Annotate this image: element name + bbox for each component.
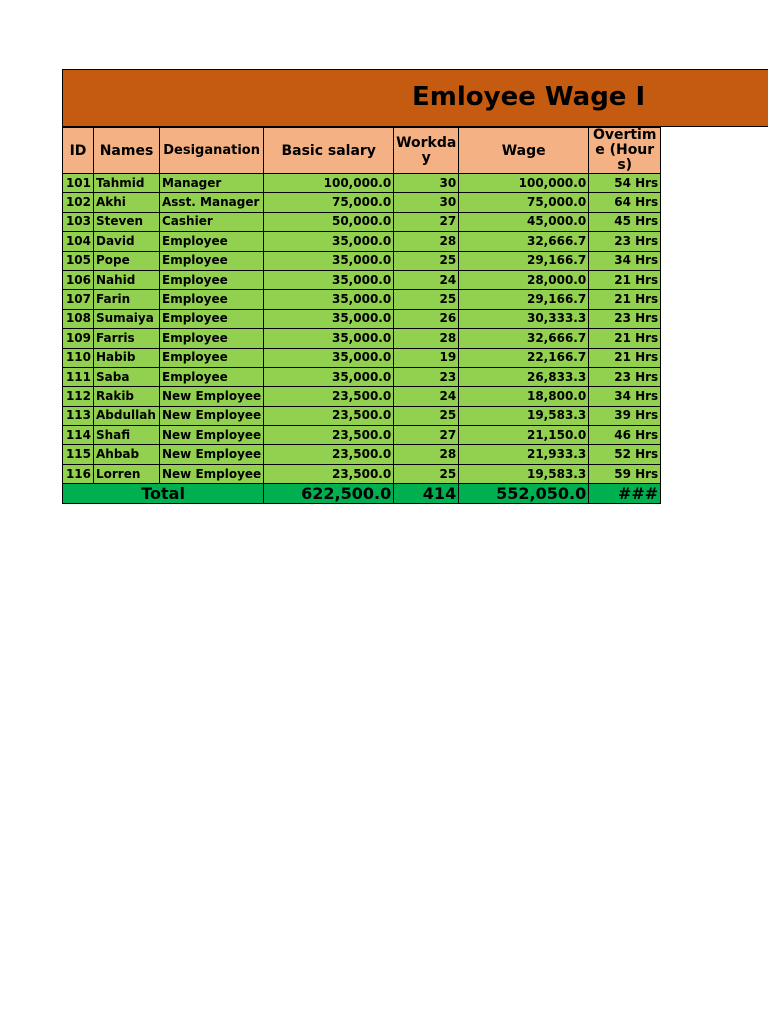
cell-workday[interactable]: 26 <box>394 309 459 328</box>
table-row <box>63 193 661 212</box>
cell-designation[interactable]: New Employee <box>160 426 264 445</box>
cell-basic-salary[interactable]: 23,500.0 <box>264 387 394 406</box>
table-body <box>63 174 661 484</box>
header-designation[interactable]: Desiganation <box>160 128 264 174</box>
cell-overtime[interactable]: 59 Hrs <box>589 464 661 483</box>
header-names[interactable]: Names <box>94 128 160 174</box>
cell-workday[interactable]: 28 <box>394 232 459 251</box>
table-row <box>63 232 661 251</box>
cell-name[interactable]: Tahmid <box>94 174 160 193</box>
totals-wage[interactable]: 552,050.0 <box>459 484 589 504</box>
header-wage[interactable]: Wage <box>459 128 589 174</box>
header-overtime[interactable]: Overtime (Hours) <box>589 128 661 174</box>
cell-id[interactable]: 113 <box>63 406 94 425</box>
cell-basic-salary[interactable]: 35,000.0 <box>264 251 394 270</box>
cell-overtime[interactable]: 23 Hrs <box>589 367 661 386</box>
cell-name[interactable]: Ahbab <box>94 445 160 464</box>
sheet-title: Emloyee Wage I <box>412 82 646 112</box>
cell-id[interactable]: 115 <box>63 445 94 464</box>
table-row <box>63 270 661 289</box>
cell-name[interactable]: Lorren <box>94 464 160 483</box>
cell-basic-salary[interactable]: 35,000.0 <box>264 329 394 348</box>
cell-designation[interactable]: Employee <box>160 270 264 289</box>
cell-basic-salary[interactable]: 35,000.0 <box>264 232 394 251</box>
cell-designation[interactable]: Employee <box>160 367 264 386</box>
table-row <box>63 251 661 270</box>
cell-workday[interactable]: 28 <box>394 329 459 348</box>
cell-id[interactable]: 103 <box>63 212 94 231</box>
cell-workday[interactable]: 27 <box>394 212 459 231</box>
cell-basic-salary[interactable]: 23,500.0 <box>264 406 394 425</box>
cell-id[interactable]: 107 <box>63 290 94 309</box>
cell-id[interactable]: 108 <box>63 309 94 328</box>
table-row <box>63 464 661 483</box>
cell-basic-salary[interactable]: 50,000.0 <box>264 212 394 231</box>
cell-designation[interactable]: New Employee <box>160 464 264 483</box>
wage-table <box>62 127 661 504</box>
totals-label[interactable]: Total <box>63 484 264 504</box>
cell-designation[interactable]: Employee <box>160 232 264 251</box>
cell-id[interactable]: 111 <box>63 367 94 386</box>
cell-wage[interactable]: 32,666.7 <box>459 329 589 348</box>
cell-designation[interactable]: Employee <box>160 348 264 367</box>
cell-designation[interactable]: New Employee <box>160 445 264 464</box>
cell-name[interactable]: Nahid <box>94 270 160 289</box>
cell-designation[interactable]: Cashier <box>160 212 264 231</box>
cell-basic-salary[interactable]: 23,500.0 <box>264 426 394 445</box>
cell-id[interactable]: 101 <box>63 174 94 193</box>
cell-workday[interactable]: 28 <box>394 445 459 464</box>
table-row <box>63 212 661 231</box>
totals-workday[interactable]: 414 <box>394 484 459 504</box>
table-row <box>63 329 661 348</box>
cell-wage[interactable]: 32,666.7 <box>459 232 589 251</box>
cell-wage[interactable]: 18,800.0 <box>459 387 589 406</box>
cell-workday[interactable]: 19 <box>394 348 459 367</box>
cell-basic-salary[interactable]: 23,500.0 <box>264 445 394 464</box>
table-row <box>63 445 661 464</box>
cell-name[interactable]: Sumaiya <box>94 309 160 328</box>
cell-wage[interactable]: 19,583.3 <box>459 464 589 483</box>
cell-wage[interactable]: 21,150.0 <box>459 426 589 445</box>
totals-basic[interactable]: 622,500.0 <box>264 484 394 504</box>
cell-workday[interactable]: 24 <box>394 387 459 406</box>
cell-overtime[interactable]: 23 Hrs <box>589 232 661 251</box>
table-row <box>63 426 661 445</box>
cell-workday[interactable]: 25 <box>394 290 459 309</box>
cell-overtime[interactable]: 34 Hrs <box>589 251 661 270</box>
cell-overtime[interactable]: 39 Hrs <box>589 406 661 425</box>
cell-basic-salary[interactable]: 35,000.0 <box>264 309 394 328</box>
cell-workday[interactable]: 23 <box>394 367 459 386</box>
cell-overtime[interactable]: 45 Hrs <box>589 212 661 231</box>
cell-designation[interactable]: Employee <box>160 309 264 328</box>
cell-id[interactable]: 114 <box>63 426 94 445</box>
cell-designation[interactable]: New Employee <box>160 406 264 425</box>
cell-name[interactable]: Rakib <box>94 387 160 406</box>
cell-overtime[interactable]: 34 Hrs <box>589 387 661 406</box>
cell-id[interactable]: 109 <box>63 329 94 348</box>
cell-workday[interactable]: 24 <box>394 270 459 289</box>
cell-wage[interactable]: 21,933.3 <box>459 445 589 464</box>
cell-basic-salary[interactable]: 35,000.0 <box>264 348 394 367</box>
cell-id[interactable]: 112 <box>63 387 94 406</box>
cell-wage[interactable]: 30,333.3 <box>459 309 589 328</box>
cell-workday[interactable]: 30 <box>394 174 459 193</box>
cell-basic-salary[interactable]: 35,000.0 <box>264 290 394 309</box>
cell-basic-salary[interactable]: 35,000.0 <box>264 270 394 289</box>
cell-id[interactable]: 104 <box>63 232 94 251</box>
totals-overtime[interactable]: ### <box>589 484 661 504</box>
cell-wage[interactable]: 29,166.7 <box>459 290 589 309</box>
cell-workday[interactable]: 25 <box>394 251 459 270</box>
cell-name[interactable]: David <box>94 232 160 251</box>
cell-id[interactable]: 116 <box>63 464 94 483</box>
cell-wage[interactable]: 22,166.7 <box>459 348 589 367</box>
table-row <box>63 406 661 425</box>
cell-wage[interactable]: 29,166.7 <box>459 251 589 270</box>
cell-name[interactable]: Habib <box>94 348 160 367</box>
cell-basic-salary[interactable]: 35,000.0 <box>264 367 394 386</box>
cell-workday[interactable]: 25 <box>394 464 459 483</box>
header-basic-salary[interactable]: Basic salary <box>264 128 394 174</box>
table-row <box>63 290 661 309</box>
table-row <box>63 348 661 367</box>
cell-id[interactable]: 110 <box>63 348 94 367</box>
cell-wage[interactable]: 26,833.3 <box>459 367 589 386</box>
cell-name[interactable]: Pope <box>94 251 160 270</box>
cell-workday[interactable]: 25 <box>394 406 459 425</box>
cell-overtime[interactable]: 21 Hrs <box>589 290 661 309</box>
cell-name[interactable]: Steven <box>94 212 160 231</box>
table-row <box>63 174 661 193</box>
header-workday[interactable]: Workday <box>394 128 459 174</box>
cell-overtime[interactable]: 54 Hrs <box>589 174 661 193</box>
cell-name[interactable]: Farin <box>94 290 160 309</box>
table-row <box>63 309 661 328</box>
cell-wage[interactable]: 19,583.3 <box>459 406 589 425</box>
cell-id[interactable]: 102 <box>63 193 94 212</box>
cell-id[interactable]: 106 <box>63 270 94 289</box>
table-row <box>63 367 661 386</box>
totals-row <box>63 484 661 504</box>
cell-name[interactable]: Shafi <box>94 426 160 445</box>
cell-overtime[interactable]: 64 Hrs <box>589 193 661 212</box>
cell-designation[interactable]: Employee <box>160 251 264 270</box>
cell-id[interactable]: 105 <box>63 251 94 270</box>
cell-designation[interactable]: Manager <box>160 174 264 193</box>
cell-designation[interactable]: Employee <box>160 290 264 309</box>
cell-designation[interactable]: Employee <box>160 329 264 348</box>
cell-wage[interactable]: 100,000.0 <box>459 174 589 193</box>
cell-overtime[interactable]: 52 Hrs <box>589 445 661 464</box>
cell-overtime[interactable]: 23 Hrs <box>589 309 661 328</box>
cell-workday[interactable]: 27 <box>394 426 459 445</box>
table-row <box>63 387 661 406</box>
header-id[interactable]: ID <box>63 128 94 174</box>
cell-overtime[interactable]: 46 Hrs <box>589 426 661 445</box>
cell-overtime[interactable]: 21 Hrs <box>589 348 661 367</box>
cell-designation[interactable]: New Employee <box>160 387 264 406</box>
cell-overtime[interactable]: 21 Hrs <box>589 329 661 348</box>
cell-basic-salary[interactable]: 23,500.0 <box>264 464 394 483</box>
cell-wage[interactable]: 75,000.0 <box>459 193 589 212</box>
cell-name[interactable]: Farris <box>94 329 160 348</box>
cell-name[interactable]: Saba <box>94 367 160 386</box>
cell-overtime[interactable]: 21 Hrs <box>589 270 661 289</box>
title-clip <box>62 69 654 127</box>
cell-wage[interactable]: 45,000.0 <box>459 212 589 231</box>
cell-basic-salary[interactable]: 100,000.0 <box>264 174 394 193</box>
cell-name[interactable]: Abdullah <box>94 406 160 425</box>
header-row <box>63 128 661 174</box>
cell-name[interactable]: Akhi <box>94 193 160 212</box>
cell-wage[interactable]: 28,000.0 <box>459 270 589 289</box>
cell-designation[interactable]: Asst. Manager <box>160 193 264 212</box>
cell-basic-salary[interactable]: 75,000.0 <box>264 193 394 212</box>
cell-workday[interactable]: 30 <box>394 193 459 212</box>
